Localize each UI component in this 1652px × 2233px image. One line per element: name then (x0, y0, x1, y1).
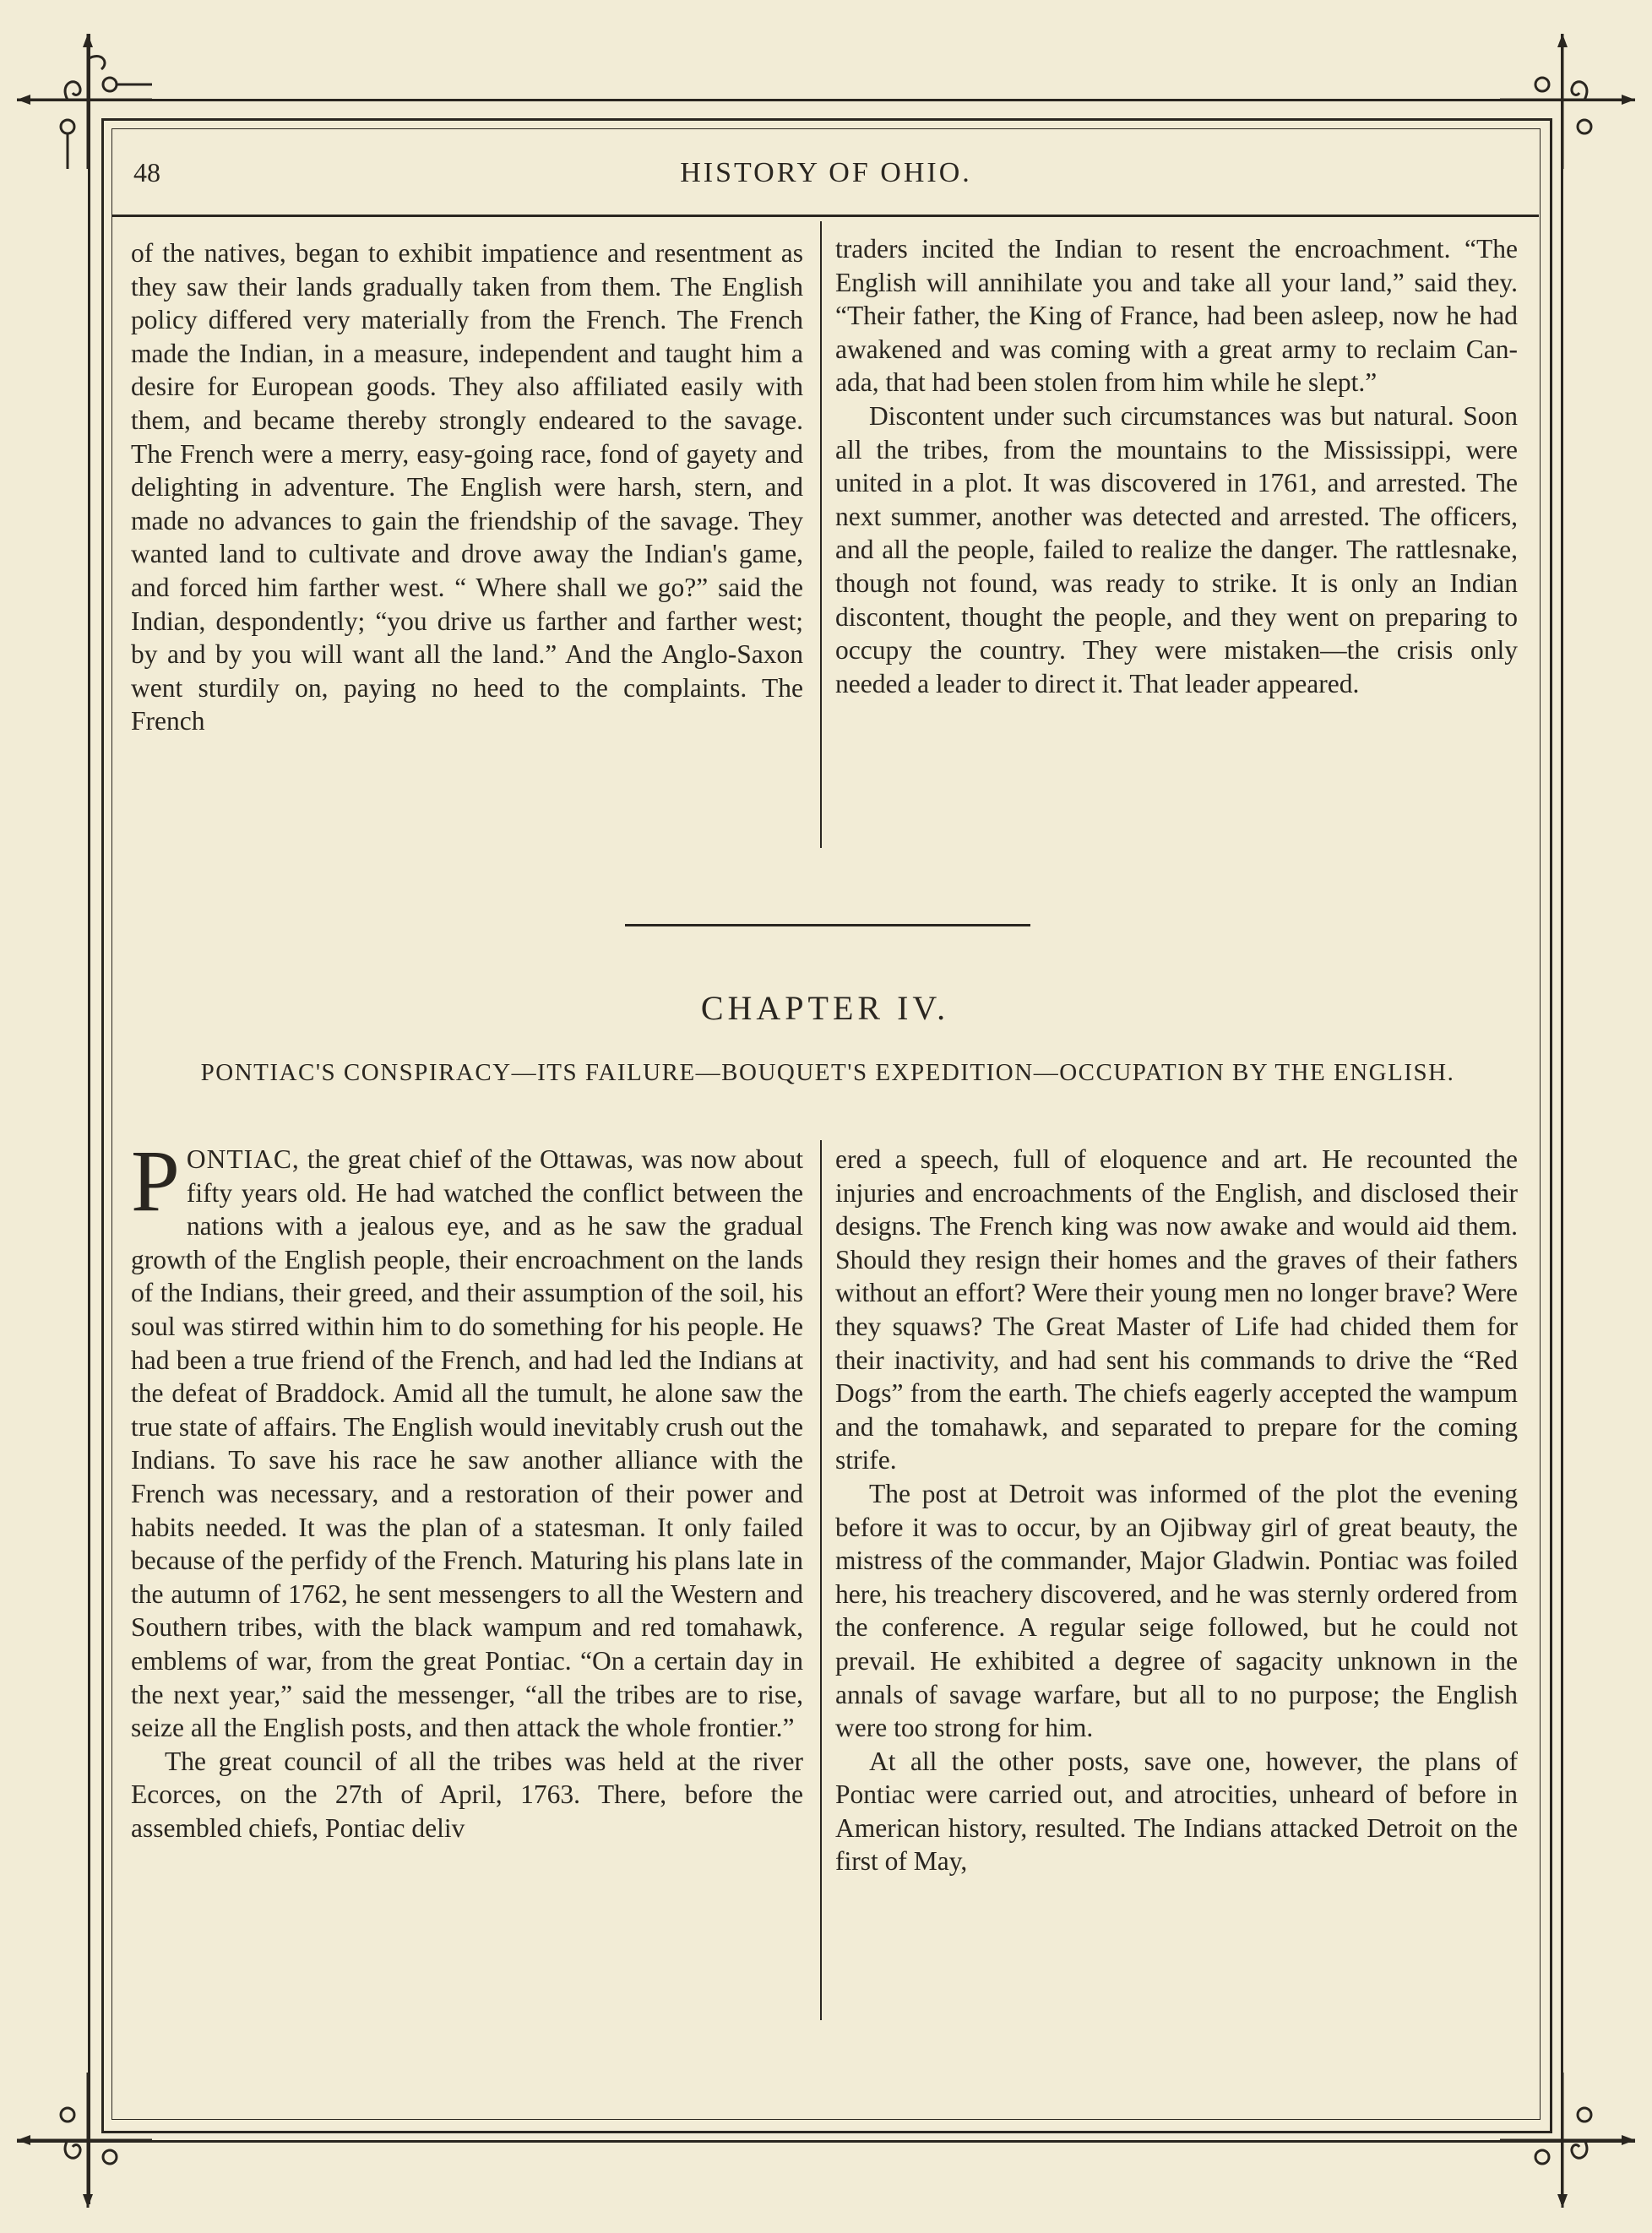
top-left-column (131, 236, 803, 738)
paragraph: of the natives, began to exhibit impatience and resentment as they saw their lands gradually taken from them. The English policy differed very materially from the French. The French made the Indian, in a measure, independent and taught him a desire for European goods. They also affiliated easily with them, and became thereby strongly endeared to the savage. The French were a merry, easy-going race, fond of gayety and delighting in adventure. The English were harsh, stern, and made no advances to gain the friendship of the savage. They wanted land to cultivate and drove away the Indian's game, and forced him farther west. “ Where shall we go?” said the Indian, despondently; “you drive us farther and farther west; by and by you will want all the land.” And the Anglo-Saxon went sturdily on, paying no heed to the complaints. The French (131, 238, 803, 736)
paragraph (131, 1133, 803, 1745)
column-divider (820, 221, 822, 848)
drop-cap: P (131, 1133, 180, 1230)
top-right-column (835, 232, 1518, 700)
paragraph-text: the great chief of the Ottawas, was now about fifty years old. He had watched the conflict between the nations with a jealous eye, and as he saw the gradual growth of the English people, their encroachment on the lands of the Indians, their greed, and their assumption of the soil, his soul was stirred within him to do something for his people. He had been a true friend of the French, and had led the Indians at the defeat of Braddock. Amid all the tumult, he alone saw the true state of affairs. The English would inevitably crush out the Indians. To save his race he saw another alliance with the French was necessary, and a restoration of their power and habits needed. It was the plan of a statesman. It only failed because of the perfidy of the French. Maturing his plans late in the autumn of 1762, he sent messengers to all the Western and Southern tribes, with the black wampum and red tomahawk, emblems of war, from the great Pontiac. “On a certain day in the next year,” said the messenger, “all the tribes are to rise, seize all the English posts, and then attack the whole frontier.” (131, 1144, 803, 1743)
bottom-right-column (835, 1143, 1518, 1878)
chapter-heading: CHAPTER IV. (700, 989, 950, 1027)
section-break-rule (625, 924, 1030, 926)
paragraph: The post at Detroit was informed of the plot the evening before it was to occur, by an Ojibway girl of great beauty, the mistress of the commander, Major Gladwin. Pontiac was foiled here, his treachery discovered, and he was sternly ordered from the conference. A regular seige followed, but he could not prevail. He exhibited a degree of sagacity unknown in the annals of savage warfare, but all to no purpose; the English were too strong for him. (835, 1478, 1518, 1743)
paragraph: traders incited the Indian to resent the encroachment. “The English will annihilate you and take all your land,” said they. “Their father, the King of France, had been asleep, now he had awakened and was coming with a great army to reclaim Canada, that had been stolen from him while he slept.” (835, 234, 1518, 398)
border-extension (17, 99, 1635, 101)
header-rule (111, 215, 1539, 217)
bottom-left-column (131, 1133, 803, 1845)
border-extension (17, 2140, 1635, 2143)
corner-ornament-top-right (1500, 34, 1635, 169)
paragraph: The great council of all the tribes was held at the river Ecorces, on the 27th of April, 1763. There, before the assembled chiefs, Pontiac deliv (131, 1746, 803, 1843)
paragraph: ered a speech, full of eloquence and art. He recounted the injuries and encroachments of the English, and disclosed their designs. The French king was now awake and would aid them. Should they resign their homes and the graves of their fathers without an effort? Were their young men no longer brave? Were they squaws? The Great Master of Life had chided them for their inactivity, and had sent his commands to drive the “Red Dogs” from the earth. The chiefs eagerly accepted the wampum and the tomahawk, and separated to prepare for the coming strife. (835, 1144, 1518, 1475)
corner-ornament-bottom-left (17, 2073, 152, 2208)
column-divider (820, 1140, 822, 2020)
paragraph: At all the other posts, save one, however, the plans of Pontiac were carried out, and atrocities, unheard of before in American history, resulted. The Indians attacked Detroit on the first of May, (835, 1746, 1518, 1877)
page-number: 48 (133, 157, 160, 187)
border-extension (88, 34, 90, 2204)
running-title: HISTORY OF OHIO. (680, 157, 972, 188)
chapter-subtitle: PONTIAC'S CONSPIRACY—ITS FAILURE—BOUQUET'S EXPEDITION—OCCUPATION BY THE ENGLISH. (200, 1059, 1455, 1086)
page-header (125, 157, 1527, 196)
paragraph: Discontent under such circumstances was but natural. Soon all the tribes, from the mountains to the Mississippi, were united in a plot. It was discovered in 1761, and arrested. The next summer, another was detected and arrested. The officers, and all the people, failed to realize the danger. The rattlesnake, though not found, was ready to strike. It is only an Indian discontent, thought the people, and they went on preparing to occupy the country. They were mistaken—the crisis only needed a leader to direct it. That leader appeared. (835, 400, 1518, 698)
border-extension (1561, 34, 1563, 2204)
lead-word: ONTIAC, (186, 1144, 300, 1174)
corner-ornament-top-left (17, 34, 152, 169)
corner-ornament-bottom-right (1500, 2073, 1635, 2208)
